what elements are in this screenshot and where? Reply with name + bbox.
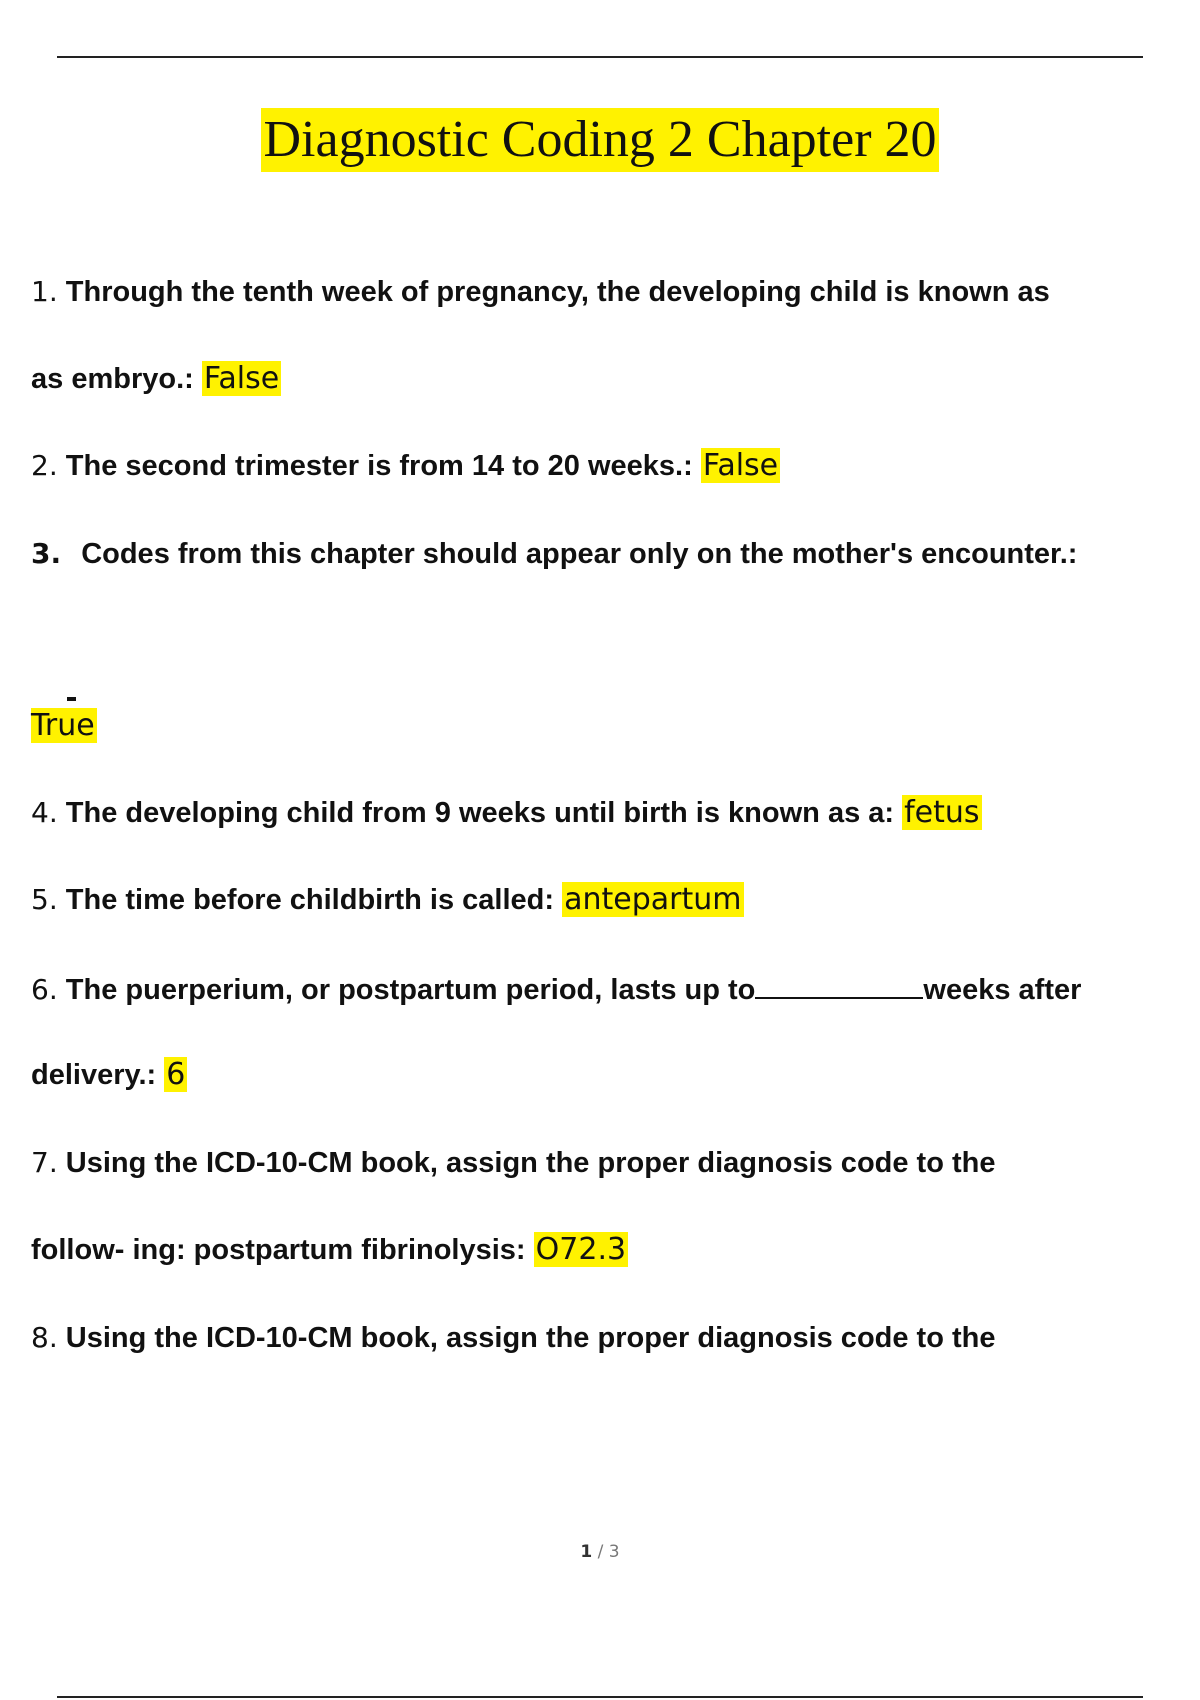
- question-7-text-1: Using the ICD-10-CM book, assign the proper diagnosis code to the: [65, 1147, 996, 1179]
- question-7-text-2: follow- ing: postpartum fibrinolysis:: [31, 1234, 526, 1266]
- question-1-text-1: Through the tenth week of pregnancy, the developing child is known as: [65, 276, 1050, 308]
- top-rule: [57, 56, 1143, 58]
- question-4-answer: fetus: [904, 795, 980, 830]
- question-5-line-1: [31, 880, 744, 920]
- question-3-text-1: Codes from this chapter should appear only on the mother's encounter.:: [81, 538, 1078, 570]
- question-1-line-1: [31, 272, 1050, 312]
- question-6-answer: 6: [166, 1057, 186, 1092]
- question-1-line-2: [31, 359, 281, 399]
- question-7-line-2: [31, 1230, 628, 1270]
- question-5-answer: antepartum: [564, 882, 742, 917]
- question-4-line-1: [31, 793, 982, 833]
- question-1-text-2: as embryo.:: [31, 363, 194, 395]
- question-6-text-2: weeks after: [923, 974, 1082, 1006]
- question-4-number: 4.: [31, 796, 58, 829]
- list-bullet-dash: [67, 697, 76, 701]
- page-indicator: [0, 1542, 1200, 1562]
- question-3-answer: True: [31, 708, 95, 743]
- question-5-number: 5.: [31, 883, 58, 916]
- fill-in-blank-line: [755, 973, 923, 999]
- question-3-line-1: [31, 534, 1077, 574]
- question-7-line-1: [31, 1143, 995, 1183]
- question-7-number: 7.: [31, 1146, 58, 1179]
- page-total: 3: [608, 1542, 620, 1562]
- question-2-line-1: [31, 446, 780, 486]
- question-2-answer: False: [702, 448, 779, 483]
- question-6-text-1: The puerperium, or postpartum period, lasts up to: [65, 974, 756, 1006]
- page-separator: /: [592, 1542, 609, 1562]
- question-3-number: 3.: [31, 537, 62, 570]
- question-8-text-1: Using the ICD-10-CM book, assign the proper diagnosis code to the: [65, 1322, 996, 1354]
- question-6-line-2: [31, 1055, 187, 1095]
- document-title: Diagnostic Coding 2 Chapter 20: [261, 108, 938, 172]
- bottom-rule: [57, 1696, 1143, 1698]
- question-7-answer: O72.3: [535, 1232, 627, 1267]
- question-3-line-2: [31, 706, 97, 746]
- question-1-answer: False: [203, 361, 280, 396]
- question-8-number: 8.: [31, 1321, 58, 1354]
- question-5-text-1: The time before childbirth is called:: [65, 884, 555, 916]
- question-4-text-1: The developing child from 9 weeks until birth is known as a:: [65, 797, 895, 829]
- question-2-number: 2.: [31, 449, 58, 482]
- page-current: 1: [580, 1542, 593, 1562]
- title-container: [0, 108, 1200, 172]
- question-6-text-3: delivery.:: [31, 1059, 157, 1091]
- question-8-line-1: [31, 1318, 995, 1358]
- question-1-number: 1.: [31, 275, 58, 308]
- question-2-text-1: The second trimester is from 14 to 20 weeks.:: [65, 450, 693, 482]
- question-6-number: 6.: [31, 973, 58, 1006]
- question-6-line-1: [31, 970, 1081, 1010]
